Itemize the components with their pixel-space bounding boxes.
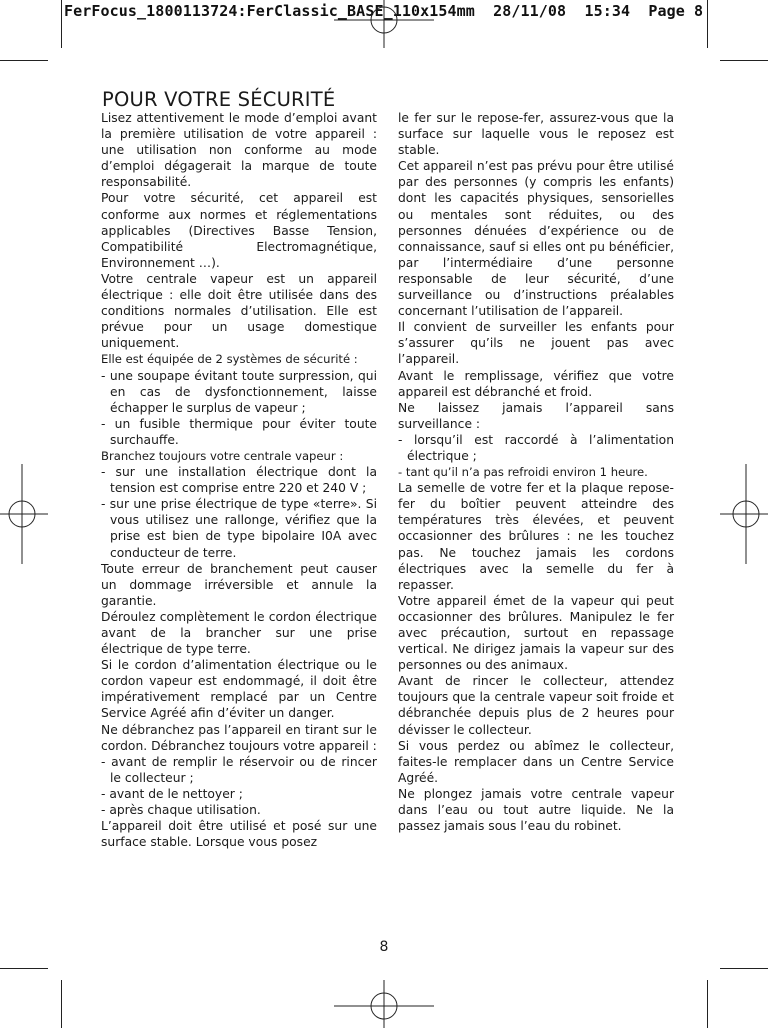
- paragraph: Déroulez complètement le cordon électrique avant de la brancher sur une prise électrique de type terre.: [101, 609, 377, 657]
- registration-mark-right-icon: [720, 464, 768, 564]
- list-item: - sur une prise électrique de type «terre». Si vous utilisez une rallonge, vérifiez que la prise est bien de type bipolaire I0A avec conducteur de terre.: [101, 497, 377, 560]
- page-number: 8: [379, 939, 389, 955]
- paragraph: le fer sur le repose-fer, assurez-vous que la surface sur laquelle vous le reposez est stable.: [398, 111, 674, 158]
- crop-mark-top-right-v: [707, 0, 708, 48]
- paragraph: Cet appareil n’est pas prévu pour être utilisé par des personnes (y compris les enfants) dont les capacités physiques, sensorielles ou mentales sont réduites, ou des personnes dénuées d’expérience ou de connaissance, sauf si elles ont pu bénéficier, par l’intermédiaire d’une personne responsable de leur sécurité, d’une surveillance ou d’instructions préalables concernant l’utilisation de l’appareil.: [398, 159, 674, 319]
- paragraph: Avant de rincer le collecteur, attendez toujours que la centrale vapeur soit froide et débranchée depuis plus de 2 heures pour dévisser le collecteur.: [398, 674, 674, 737]
- list-item: - tant qu’il n’a pas refroidi environ 1 heure.: [398, 465, 648, 480]
- paragraph: Elle est équipée de 2 systèmes de sécurité :: [101, 352, 358, 367]
- paragraph: Pour votre sécurité, cet appareil est conforme aux normes et réglementations applicables (Directives Basse Tension, Compatibilité Electromagnétique, Environnement …).: [101, 191, 377, 270]
- paragraph: Branchez toujours votre centrale vapeur :: [101, 448, 344, 463]
- paragraph: Si vous perdez ou abîmez le collecteur, faites-le remplacer dans un Centre Service Agréé.: [398, 738, 674, 785]
- left-column: [101, 110, 377, 850]
- crop-mark-top-right-h: [720, 60, 768, 61]
- paragraph: Lisez attentivement le mode d’emploi avant la première utilisation de votre appareil : une utilisation non conforme au mode d’emploi dégagerait la marque de toute responsabilité.: [101, 111, 377, 190]
- list-item: - après chaque utilisation.: [101, 803, 261, 818]
- list-item: - sur une installation électrique dont la tension est comprise entre 220 et 240 V ;: [101, 465, 377, 496]
- paragraph: Si le cordon d’alimentation électrique ou le cordon vapeur est endommagé, il doit être impérativement remplacé par un Centre Service Agréé afin d’éviter un danger.: [101, 658, 377, 721]
- paragraph: Avant le remplissage, vérifiez que votre appareil est débranché et froid.: [398, 368, 674, 399]
- page-title: POUR VOTRE SÉCURITÉ: [102, 88, 336, 111]
- crop-mark-top-left-v: [61, 0, 62, 48]
- paragraph: Toute erreur de branchement peut causer un dommage irréversible et annule la garantie.: [101, 561, 377, 608]
- paragraph: Votre centrale vapeur est un appareil électrique : elle doit être utilisée dans des conditions normales d’utilisation. Elle est prévue pour un usage domestique uniquement.: [101, 271, 377, 351]
- registration-mark-top-icon: [334, 0, 434, 48]
- paragraph: Ne laissez jamais l’appareil sans surveillance :: [398, 400, 674, 431]
- right-column: [398, 110, 674, 834]
- registration-mark-bottom-icon: [334, 980, 434, 1028]
- paragraph: Ne plongez jamais votre centrale vapeur dans l’eau ou tout autre liquide. Ne la passez jamais sous l’eau du robinet.: [398, 786, 674, 834]
- print-slug: FerFocus_1800113724:FerClassic_BASE_110x154mm 28/11/08 15:34 Page 8: [64, 2, 704, 20]
- crop-mark-top-left-h: [0, 60, 48, 61]
- paragraph: La semelle de votre fer et la plaque repose-fer du boîtier peuvent atteindre des températures très élevées, et peuvent occasionner des brûlures : ne les touchez pas. Ne touchez jamais les cordons électriques avec la semelle du fer à repasser.: [398, 481, 674, 592]
- list-item: - un fusible thermique pour éviter toute surchauffe.: [101, 416, 377, 447]
- list-item: - avant de remplir le réservoir ou de rincer le collecteur ;: [101, 754, 377, 785]
- crop-mark-bottom-right-h: [720, 968, 768, 969]
- crop-mark-bottom-left-h: [0, 968, 48, 969]
- registration-mark-left-icon: [0, 464, 48, 564]
- crop-mark-bottom-right-v: [707, 980, 708, 1028]
- paragraph: Votre appareil émet de la vapeur qui peut occasionner des brûlures. Manipulez le fer avec précaution, surtout en repassage vertical. Ne dirigez jamais la vapeur sur des personnes ou des animaux.: [398, 593, 674, 673]
- list-item: - lorsqu’il est raccordé à l’alimentation électrique ;: [398, 432, 674, 463]
- list-item: - une soupape évitant toute surpression, qui en cas de dysfonctionnement, laisse échapper le surplus de vapeur ;: [101, 368, 377, 415]
- paragraph: Ne débranchez pas l’appareil en tirant sur le cordon. Débranchez toujours votre appareil :: [101, 722, 377, 753]
- paragraph: Il convient de surveiller les enfants pour s’assurer qu’ils ne jouent pas avec l’appareil.: [398, 320, 674, 367]
- list-item: - avant de le nettoyer ;: [101, 786, 243, 801]
- paragraph: L’appareil doit être utilisé et posé sur une surface stable. Lorsque vous posez: [101, 819, 377, 850]
- crop-mark-bottom-left-v: [61, 980, 62, 1028]
